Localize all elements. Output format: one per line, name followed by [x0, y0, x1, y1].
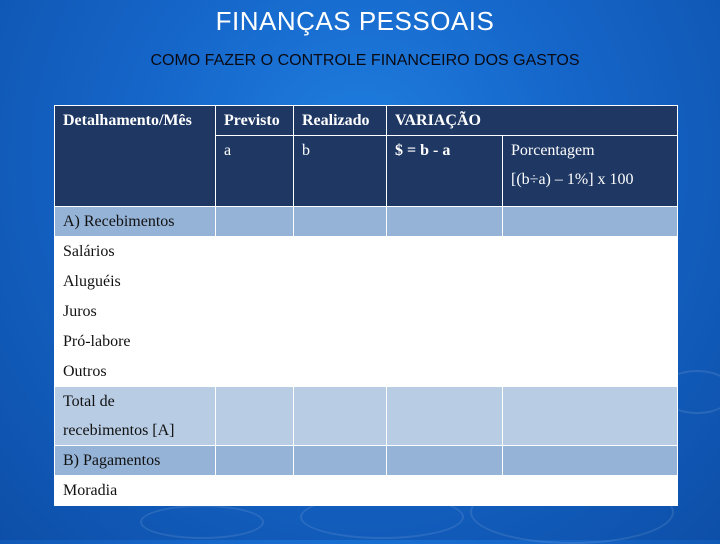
- header-detalhamento: Detalhamento/Mês: [55, 106, 216, 207]
- row-label-salarios: Salários: [55, 237, 216, 267]
- table-cell: [503, 267, 678, 297]
- header-porcentagem-formula: [(b÷a) – 1%] x 100: [511, 171, 634, 188]
- table-cell: [503, 237, 678, 267]
- table-cell: [387, 476, 503, 506]
- table-cell: [503, 357, 678, 387]
- table-cell: [294, 267, 387, 297]
- table-cell: [294, 297, 387, 327]
- table-cell: [503, 387, 678, 446]
- table-row: [55, 387, 678, 446]
- table-cell: [503, 297, 678, 327]
- table-cell: [294, 357, 387, 387]
- table-cell: [294, 476, 387, 506]
- table-cell: [387, 446, 503, 476]
- table-cell: [387, 387, 503, 446]
- table-cell: [387, 297, 503, 327]
- row-label-outros: Outros: [55, 357, 216, 387]
- table-cell: [216, 357, 294, 387]
- table-cell: [294, 387, 387, 446]
- table-row: [55, 267, 678, 297]
- table-row: [55, 207, 678, 237]
- header-variacao: VARIAÇÃO: [387, 106, 678, 136]
- table-cell: [503, 207, 678, 237]
- table-cell: [387, 327, 503, 357]
- slide-title: FINANÇAS PESSOAIS: [215, 6, 495, 36]
- table-cell: [387, 357, 503, 387]
- table-cell: [216, 446, 294, 476]
- table-cell: [216, 267, 294, 297]
- header-previsto-sub: a: [216, 136, 294, 207]
- table-cell: [294, 237, 387, 267]
- table-cell: [216, 387, 294, 446]
- table-cell: [216, 237, 294, 267]
- header-porcentagem: [503, 136, 678, 207]
- table-cell: [503, 327, 678, 357]
- header-porcentagem-label: Porcentagem: [511, 142, 595, 159]
- table-cell: [503, 476, 678, 506]
- table-cell: [216, 207, 294, 237]
- row-label-pro-labore: Pró-labore: [55, 327, 216, 357]
- table-cell: [294, 207, 387, 237]
- table-cell: [216, 297, 294, 327]
- table-cell: [503, 446, 678, 476]
- header-realizado: Realizado: [294, 106, 387, 136]
- row-label-juros: Juros: [55, 297, 216, 327]
- budget-table: [54, 105, 678, 506]
- total-label-line2: recebimentos [A]: [63, 422, 175, 439]
- row-label-total-recebimentos: [55, 387, 216, 446]
- row-label-moradia: Moradia: [55, 476, 216, 506]
- table-cell: [387, 237, 503, 267]
- row-label-recebimentos: A) Recebimentos: [55, 207, 216, 237]
- table-cell: [216, 327, 294, 357]
- header-previsto: Previsto: [216, 106, 294, 136]
- header-variacao-formula: $ = b - a: [387, 136, 503, 207]
- row-label-alugueis: Aluguéis: [55, 267, 216, 297]
- table-row: [55, 476, 678, 506]
- table-row: [55, 297, 678, 327]
- header-realizado-sub: b: [294, 136, 387, 207]
- table-row: [55, 237, 678, 267]
- table-cell: [216, 476, 294, 506]
- table-row: [55, 446, 678, 476]
- total-label-line1: Total de: [63, 393, 115, 410]
- table-cell: [294, 327, 387, 357]
- table-cell: [387, 267, 503, 297]
- table-cell: [387, 207, 503, 237]
- table-row: [55, 357, 678, 387]
- row-label-pagamentos: B) Pagamentos: [55, 446, 216, 476]
- ripple-decoration: [140, 505, 264, 539]
- table-cell: [294, 446, 387, 476]
- table-row: [55, 327, 678, 357]
- slide-subtitle: COMO FAZER O CONTROLE FINANCEIRO DOS GASTOS: [150, 52, 580, 69]
